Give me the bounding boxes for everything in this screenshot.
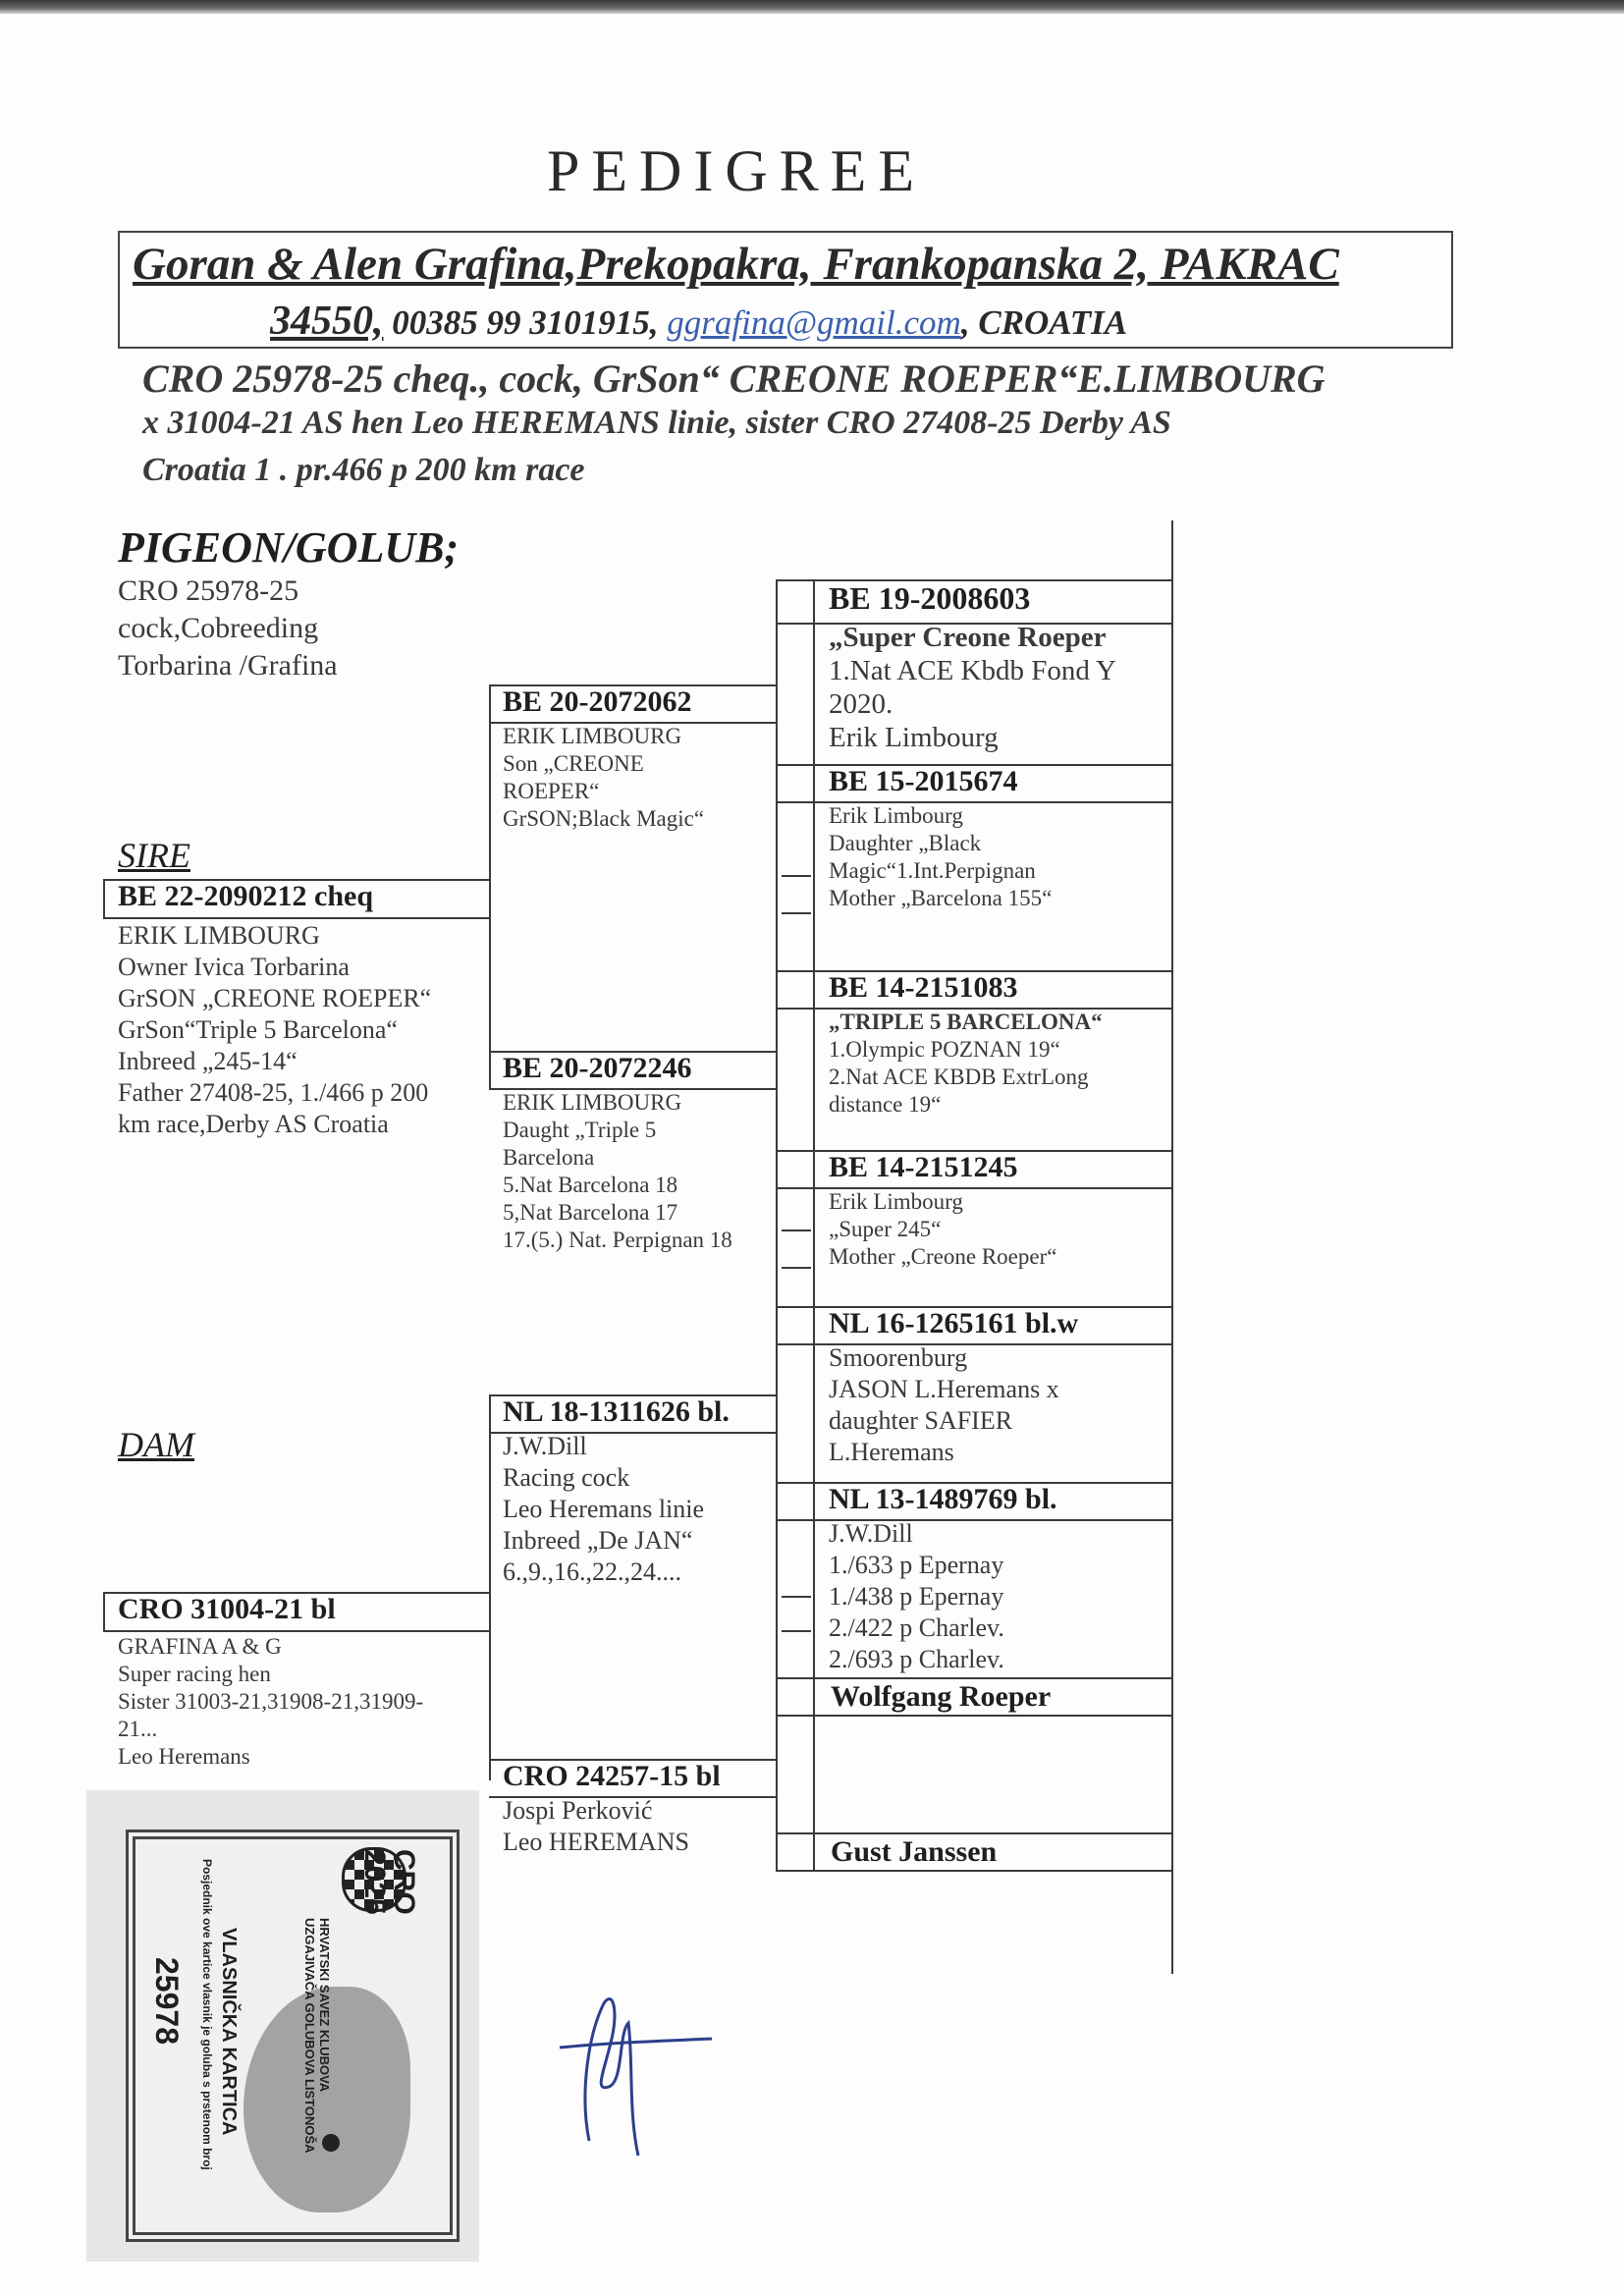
signature [550,1974,727,2170]
card-note: Posjednik ove kartice vlasnik je goluba s prstenom broj [200,1859,214,2170]
owner-contact [133,298,1127,345]
card-type: VLASNIČKA KARTICA [218,1928,240,2136]
card-ring-number: 25978 [149,1957,185,2045]
pigeon-description-line-2: x 31004-21 AS hen Leo HEREMANS linie, sister CRO 27408-25 Derby AS [142,405,1171,441]
owner-email[interactable]: ggrafina@gmail.com [667,303,961,342]
pigeon-description-line-3: Croatia 1 . pr.466 p 200 km race [142,452,585,488]
sire-sire-entry: BE 20-2072062 ERIK LIMBOURG Son „CREONE ROEPER“ GrSON;Black Magic“ [503,685,778,833]
gen3-ring-5: NL 16-1265161 bl.w [829,1307,1079,1339]
gen3-entry-2: BE 15-2015674 Erik Limbourg Daughter „Black Magic“1.Int.Perpignan Mother „Barcelona 155“ [829,765,1172,912]
card-federation: HRVATSKI SAVEZ KLUBOVA UZGAJIVAČA GOLUBOVA LISTONOŠA [302,1918,332,2154]
gen3-ring-6: NL 13-1489769 bl. [829,1483,1057,1515]
pigeon-ring: CRO 25978-25 [118,574,299,607]
dam-dam-ring: CRO 24257-15 bl [503,1760,721,1792]
pigeon-description-line-1: CRO 25978-25 cheq., cock, GrSon“ CREONE ROEPER“E.LIMBOURG [142,356,1326,401]
sire-dam-ring: BE 20-2072246 [503,1052,692,1084]
owner-name-address: Goran & Alen Grafina,Prekopakra, Frankopanska 2, PAKRAC [133,239,1339,290]
gen3-ring-1: BE 19-2008603 [829,580,1031,616]
gen3-ring-2: BE 15-2015674 [829,765,1018,797]
gen3-entry-3: BE 14-2151083 „TRIPLE 5 BARCELONA“ 1.Olympic POZNAN 19“ 2.Nat ACE KBDB ExtrLong distance 19“ [829,971,1172,1119]
owner-country: , CROATIA [960,303,1128,342]
gen3-entry-4: BE 14-2151245 Erik Limbourg „Super 245“ Mother „Creone Roeper“ [829,1151,1172,1271]
pigeon-heading: PIGEON/GOLUB; [118,523,460,572]
gen3-ring-3: BE 14-2151083 [829,971,1018,1004]
pigeon-sex-breeding: cock,Cobreeding [118,612,319,644]
dam-ring: CRO 31004-21 bl [118,1593,336,1625]
gen3-ring-4: BE 14-2151245 [829,1151,1018,1183]
sire-ring: BE 22-2090212 cheq [118,880,374,912]
gen3-entry-5: NL 16-1265161 bl.w Smoorenburg JASON L.Heremans x daughter SAFIER L.Heremans [829,1307,1172,1468]
owner-phone: 00385 99 3101915, [392,303,659,342]
sire-label: SIRE [118,836,190,875]
card-country: CRO [388,1849,420,1915]
dam-sire-entry: NL 18-1311626 bl. J.W.Dill Racing cock Leo Heremans linie Inbreed „De JAN“ 6.,9.,16.,22.,24.... [503,1395,778,1588]
card-year: 2025 [358,1849,391,1915]
dam-details: GRAFINA A & G Super racing hen Sister 31003-21,31908-21,31909- 21... Leo Heremans [118,1634,424,1769]
sire-dam-entry: BE 20-2072246 ERIK LIMBOURG Daught „Triple 5 Barcelona 5.Nat Barcelona 18 5,Nat Barcelona 17 17.(5.) Nat. Perpignan 18 [503,1052,778,1254]
dam-sire-ring: NL 18-1311626 bl. [503,1395,730,1428]
page-title: PEDIGREE [547,138,926,203]
gen3-entry-1: BE 19-2008603 „Super Creone Roeper 1.Nat ACE Kbdb Fond Y 2020. Erik Limbourg [829,580,1172,754]
scan-top-edge [0,0,1624,14]
pigeon-breeder: Torbarina /Grafina [118,649,338,682]
dam-dam-entry: CRO 24257-15 bl Jospi Perković Leo HEREMANS [503,1760,778,1858]
gen3-ring-7: Wolfgang Roeper [831,1680,1052,1713]
gen3-entry-6: NL 13-1489769 bl. J.W.Dill 1./633 p Epernay 1./438 p Epernay 2./422 p Charlev. 2./693 p Charlev. [829,1483,1172,1675]
dam-label: DAM [118,1425,194,1464]
pigeon-block [118,522,459,684]
sire-sire-ring: BE 20-2072062 [503,685,692,718]
owner-zip: 34550, [270,299,384,344]
gen3-ring-8: Gust Janssen [831,1835,998,1868]
ownership-card [86,1790,479,2262]
sire-details: ERIK LIMBOURG Owner Ivica Torbarina GrSON „CREONE ROEPER“ GrSon“Triple 5 Barcelona“ Inbreed „245-14“ Father 27408-25, 1./466 p 200 km race,Derby AS Croatia [118,921,432,1138]
